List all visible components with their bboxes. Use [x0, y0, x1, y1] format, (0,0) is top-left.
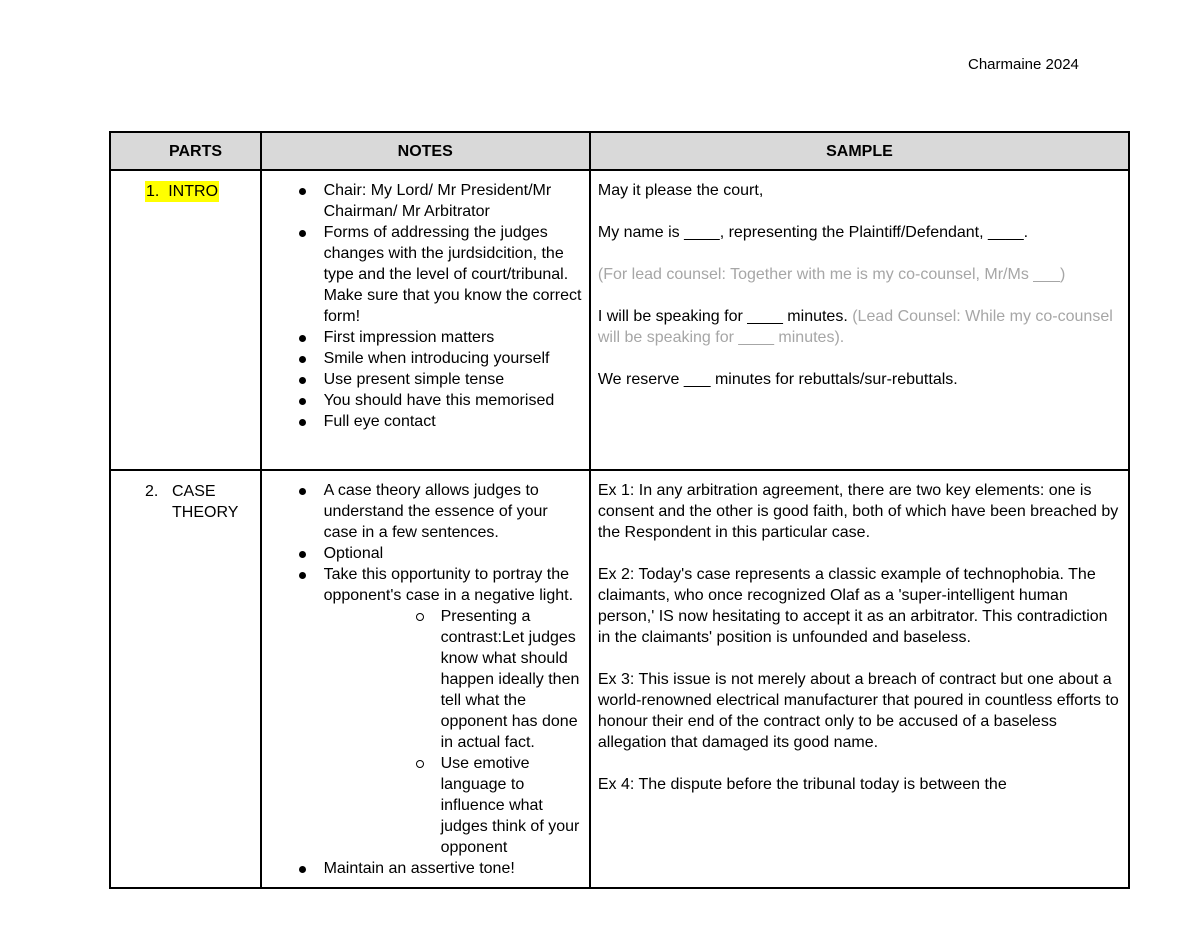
table-row-case-theory [110, 470, 1129, 888]
sample-paragraph: We reserve ___ minutes for rebuttals/sur-rebuttals. [597, 371, 958, 388]
intro-label: INTRO [168, 183, 219, 200]
list-item: First impression matters [262, 327, 583, 348]
header-notes: NOTES [261, 132, 590, 170]
header-sample: SAMPLE [590, 132, 1129, 170]
intro-highlight [145, 181, 219, 202]
list-item-text: Take this opportunity to portray the opponent's case in a negative light. [323, 566, 574, 604]
list-item: Use present simple tense [262, 369, 583, 390]
header-parts: PARTS [110, 132, 261, 170]
parts-cell-intro [110, 170, 261, 470]
sub-list-item: Presenting a contrast:Let judges know what should happen ideally then tell what the opponent has done in actual fact. [324, 606, 583, 753]
list-item: A case theory allows judges to understand the essence of your case in a few sentences. [262, 480, 583, 543]
list-item: Optional [262, 543, 583, 564]
intro-number: 1. [146, 183, 160, 200]
sample-text-lead-counsel: (Lead Counsel: While my co-counsel will be speaking for ____ minutes). [597, 308, 1113, 346]
sample-paragraph: Ex 4: The dispute before the tribunal today is between the [597, 776, 1007, 793]
intro-notes-list [262, 180, 583, 432]
case-theory-number: 2. [145, 483, 159, 500]
sub-list-item: Use emotive language to influence what judges think of your opponent [324, 753, 583, 858]
sample-paragraph-lead-counsel: (For lead counsel: Together with me is my co-counsel, Mr/Ms ___) [597, 266, 1066, 283]
list-item: Forms of addressing the judges changes with the jurdsidcition, the type and the level of court/tribunal. Make sure that you know the correct form! [262, 222, 583, 327]
sample-paragraph: Ex 2: Today's case represents a classic example of technophobia. The claimants, who once recognized Olaf as a 'super-intelligent human person,' IS now hesitating to accept it as an arbitrator. This contradiction in the claimants' position is unfounded and baseless. [597, 566, 1108, 646]
sample-paragraph: Ex 3: This issue is not merely about a breach of contract but one about a world-renowned electrical manufacturer that poured in countless efforts to honour their end of the contract only to be accused of a baseless allegation that damaged its good name. [597, 671, 1119, 751]
case-theory-label [172, 481, 238, 523]
case-theory-sub-list [324, 606, 583, 858]
case-theory-notes-list [262, 480, 583, 879]
table-header-row [110, 132, 1129, 170]
table-row-intro [110, 170, 1129, 470]
case-theory-label-line2: THEORY [172, 504, 239, 521]
list-item: Full eye contact [262, 411, 583, 432]
sample-paragraph [598, 306, 1122, 348]
list-item: Smile when introducing yourself [262, 348, 583, 369]
sample-paragraph: My name is ____, representing the Plaintiff/Defendant, ____. [597, 224, 1029, 241]
list-item: You should have this memorised [262, 390, 583, 411]
list-item [262, 564, 583, 858]
case-theory-label-line1: CASE [172, 483, 216, 500]
notes-cell-intro [261, 170, 590, 470]
sample-paragraph: May it please the court, [597, 182, 764, 199]
page-header-author: Charmaine 2024 [968, 56, 1079, 73]
sample-paragraph: Ex 1: In any arbitration agreement, there are two key elements: one is consent and the other is good faith, both of which have been breached by the Respondent in this particular case. [597, 482, 1119, 541]
moot-court-table [109, 131, 1130, 889]
parts-cell-case-theory [110, 470, 261, 888]
sample-cell-case-theory [590, 470, 1129, 888]
sample-text: I will be speaking for ____ minutes. [597, 308, 853, 325]
notes-cell-case-theory [261, 470, 590, 888]
sample-cell-intro [590, 170, 1129, 470]
list-item: Chair: My Lord/ Mr President/Mr Chairman/ Mr Arbitrator [262, 180, 583, 222]
list-item: Maintain an assertive tone! [262, 858, 583, 879]
